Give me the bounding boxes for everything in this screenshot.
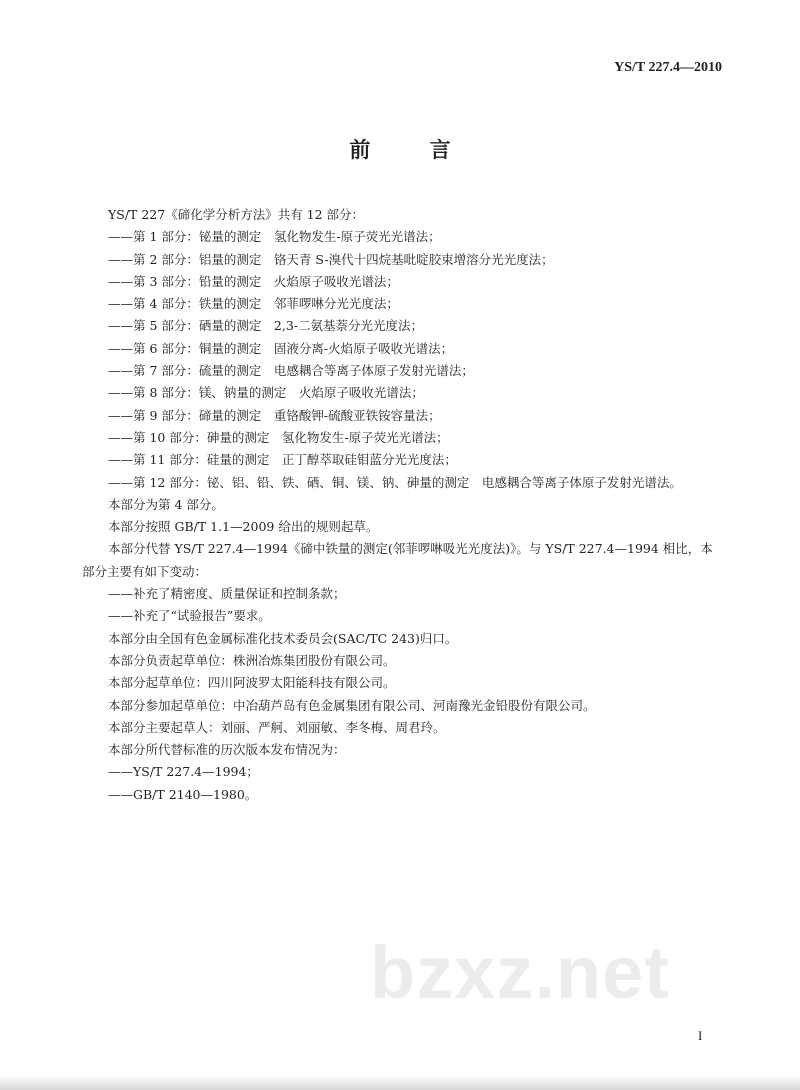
page-number: I [698,1028,703,1043]
part-paragraph: 本部分为第 4 部分。 [108,496,224,512]
part-item: ——第 11 部分：硅量的测定 正丁醇萃取硅钼蓝分光光度法； [108,452,457,468]
lead-drafter-paragraph: 本部分负责起草单位：株洲冶炼集团股份有限公司。 [108,652,396,668]
part-item: ——第 3 部分：铅量的测定 火焰原子吸收光谱法； [108,273,399,289]
drafter-paragraph: 本部分起草单位：四川阿波罗太阳能科技有限公司。 [108,675,396,691]
history-item: ——GB/T 2140—1980。 [108,786,258,802]
part-item: ——第 8 部分：镁、钠量的测定 火焰原子吸收光谱法； [108,385,424,401]
replace-paragraph: 本部分代替 YS/T 227.4—1994《碲中铁量的测定(邻菲啰啉吸光光度法)》。与 YS/T 227.4—1994 相比，本部分主要有如下变动： [82,541,713,579]
change-item: ——补充了精密度、质量保证和控制条款； [108,586,346,602]
part-item: ——第 12 部分：铋、铝、铅、铁、硒、铜、镁、钠、砷量的测定 电感耦合等离子体原子发射光谱法。 [108,474,682,490]
standard-number: YS/T 227.4—2010 [614,60,722,75]
part-item: ——第 5 部分：硒量的测定 2,3-二氨基萘分光光度法； [108,318,424,334]
page-edge-shadow [0,1076,800,1090]
part-item: ——第 1 部分：铋量的测定 氢化物发生-原子荧光光谱法； [108,229,441,245]
committee-paragraph: 本部分由全国有色金属标准化技术委员会(SAC/TC 243)归口。 [108,630,458,646]
history-item: ——YS/T 227.4—1994； [108,764,259,780]
change-item: ——补充了“试验报告”要求。 [108,608,271,624]
part-item: ——第 4 部分：铁量的测定 邻菲啰啉分光光度法； [108,296,399,312]
part-item: ——第 10 部分：砷量的测定 氢化物发生-原子荧光光谱法； [108,429,449,445]
part-item: ——第 2 部分：铝量的测定 铬天青 S-溴代十四烷基吡啶胶束增溶分光光度法； [108,251,554,267]
rules-paragraph: 本部分按照 GB/T 1.1—2009 给出的规则起草。 [108,519,379,535]
authors-paragraph: 本部分主要起草人：刘丽、严舸、刘丽敏、李冬梅、周君玲。 [108,719,446,735]
participants-paragraph: 本部分参加起草单位：中冶葫芦岛有色金属集团有限公司、河南豫光金铅股份有限公司。 [108,697,596,713]
page-title: 前 言 [349,137,477,162]
watermark: bzxz.net [370,931,670,1014]
foreword-body [82,204,722,806]
history-paragraph: 本部分所代替标准的历次版本发布情况为： [108,742,346,758]
intro-paragraph: YS/T 227《碲化学分析方法》共有 12 部分： [108,207,365,222]
part-item: ——第 9 部分：碲量的测定 重铬酸钾-硫酸亚铁铵容量法； [108,407,441,423]
part-item: ——第 7 部分：硫量的测定 电感耦合等离子体原子发射光谱法； [108,363,474,379]
part-item: ——第 6 部分：铜量的测定 固液分离-火焰原子吸收光谱法； [108,340,454,356]
